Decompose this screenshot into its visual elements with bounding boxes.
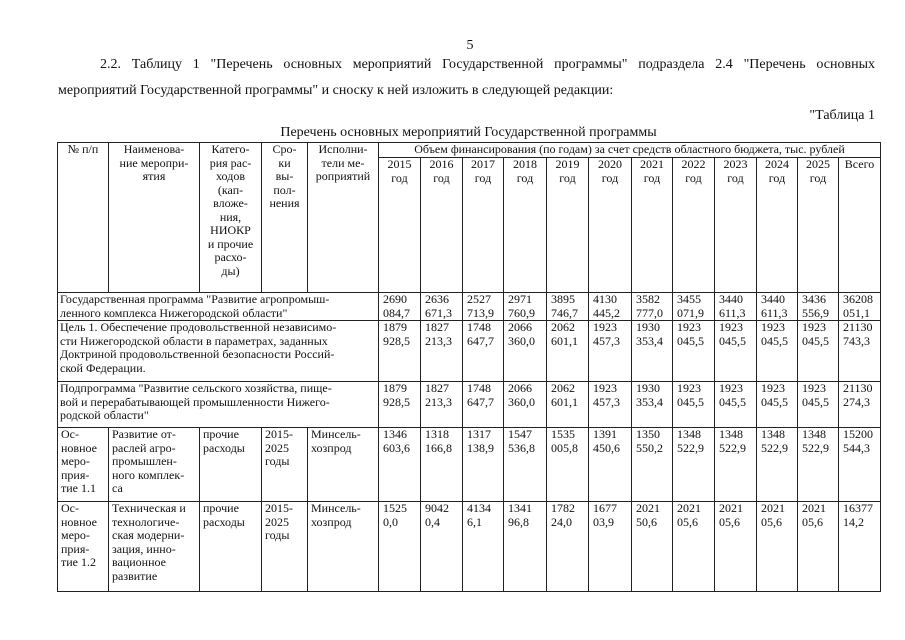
header-name: Наименова- ние меропри- ятия	[109, 143, 200, 293]
funding-year-value: 1923 045,5	[715, 321, 757, 382]
header-funding: Объем финансирования (по годам) за счет средств областного бюджета, тыс. рублей	[379, 143, 881, 158]
funding-year-value: 2527 713,9	[463, 293, 504, 321]
measure-name: Развитие от- раслей агро- промышлен- ного комплек- са	[109, 428, 200, 502]
funding-year-value: 1930 353,4	[632, 321, 673, 382]
funding-year-value: 2066 360,0	[504, 321, 547, 382]
funding-year-value: 1923 457,3	[589, 321, 632, 382]
funding-year-value: 1547 536,8	[504, 428, 547, 502]
header-total: Всего	[839, 158, 881, 293]
expense-category: прочие расходы	[200, 428, 262, 502]
funding-year-value: 1923 045,5	[757, 382, 798, 428]
funding-total-value: 36208 051,1	[839, 293, 881, 321]
funding-year-value: 2062 601,1	[547, 321, 589, 382]
executor: Минсель- хозпрод	[308, 502, 379, 592]
funding-year-value: 1677 03,9	[589, 502, 632, 592]
funding-year-value: 4134 6,1	[463, 502, 504, 592]
funding-year-value: 1748 647,7	[463, 321, 504, 382]
funding-year-value: 1525 0,0	[379, 502, 421, 592]
paragraph-line-1: 2.2. Таблицу 1 "Перечень основных мероприятий Государственной программы" подраздела 2.4 "Перечень основных	[100, 57, 875, 72]
funding-year-value: 2021 50,6	[632, 502, 673, 592]
funding-year-value: 1346 603,6	[379, 428, 421, 502]
funding-total-value: 21130 274,3	[839, 382, 881, 428]
funding-year-value: 9042 0,4	[421, 502, 463, 592]
funding-year-value: 1535 005,8	[547, 428, 589, 502]
header-period: Сро- ки вы- пол- нения	[262, 143, 308, 293]
header-year: 2021 год	[632, 158, 673, 293]
expense-category: прочие расходы	[200, 502, 262, 592]
funding-year-value: 1923 045,5	[757, 321, 798, 382]
header-year: 2016 год	[421, 158, 463, 293]
funding-year-value: 1317 138,9	[463, 428, 504, 502]
funding-year-value: 1827 213,3	[421, 382, 463, 428]
funding-year-value: 1879 928,5	[379, 382, 421, 428]
funding-year-value: 2690 084,7	[379, 293, 421, 321]
funding-year-value: 1827 213,3	[421, 321, 463, 382]
table-row-subprogram	[58, 382, 881, 428]
funding-year-value: 3895 746,7	[547, 293, 589, 321]
header-row-1	[58, 143, 881, 158]
funding-year-value: 1923 045,5	[673, 382, 715, 428]
funding-year-value: 3440 611,3	[757, 293, 798, 321]
funding-year-value: 1879 928,5	[379, 321, 421, 382]
funding-year-value: 2066 360,0	[504, 382, 547, 428]
funding-year-value: 2021 05,6	[757, 502, 798, 592]
header-year: 2023 год	[715, 158, 757, 293]
funding-year-value: 1923 045,5	[798, 321, 839, 382]
funding-year-value: 1350 550,2	[632, 428, 673, 502]
header-year: 2020 год	[589, 158, 632, 293]
funding-year-value: 2636 671,3	[421, 293, 463, 321]
funding-year-value: 1348 522,9	[715, 428, 757, 502]
header-year: 2019 год	[547, 158, 589, 293]
funding-total-value: 16377 14,2	[839, 502, 881, 592]
funding-year-value: 1930 353,4	[632, 382, 673, 428]
funding-year-value: 1341 96,8	[504, 502, 547, 592]
measure-number: Ос- новное меро- прия- тие 1.1	[58, 428, 109, 502]
funding-year-value: 1748 647,7	[463, 382, 504, 428]
funding-year-value: 1391 450,6	[589, 428, 632, 502]
header-year: 2022 год	[673, 158, 715, 293]
funding-total-value: 21130 743,3	[839, 321, 881, 382]
funding-year-value: 1923 045,5	[715, 382, 757, 428]
header-executor: Исполни- тели ме- роприятий	[308, 143, 379, 293]
header-year: 2018 год	[504, 158, 547, 293]
header-year: 2025 год	[798, 158, 839, 293]
row-label: Подпрограмма "Развитие сельского хозяйства, пище- вой и перерабатывающей промышленности Нижего- родской области"	[58, 382, 379, 428]
funding-year-value: 1923 457,3	[589, 382, 632, 428]
header-year: 2017 год	[463, 158, 504, 293]
funding-year-value: 1348 522,9	[798, 428, 839, 502]
funding-year-value: 2021 05,6	[715, 502, 757, 592]
funding-year-value: 2021 05,6	[798, 502, 839, 592]
funding-year-value: 2021 05,6	[673, 502, 715, 592]
paragraph-line-2: мероприятий Государственной программы" и сноску к ней изложить в следующей редакции:	[58, 83, 614, 98]
header-category: Катего- рия рас- ходов (кап- вложе- ния, НИОКР и прочие расхо- ды)	[200, 143, 262, 293]
table-row-goal	[58, 321, 881, 382]
funding-year-value: 1923 045,5	[673, 321, 715, 382]
funding-year-value: 3455 071,9	[673, 293, 715, 321]
header-year: 2015 год	[379, 158, 421, 293]
funding-year-value: 1782 24,0	[547, 502, 589, 592]
table-row-measure	[58, 502, 881, 592]
table-row-measure	[58, 428, 881, 502]
funding-year-value: 2062 601,1	[547, 382, 589, 428]
funding-year-value: 1318 166,8	[421, 428, 463, 502]
funding-year-value: 3436 556,9	[798, 293, 839, 321]
funding-year-value: 1348 522,9	[757, 428, 798, 502]
measure-name: Техническая и технологиче- ская модерни- зация, инно- вационное развитие	[109, 502, 200, 592]
row-label: Цель 1. Обеспечение продовольственной независимо- сти Нижегородской области в параметрах, заданных Доктриной продовольственной безопасности Россий- ской Федерации.	[58, 321, 379, 382]
page-number: 5	[466, 38, 474, 53]
funding-year-value: 3440 611,3	[715, 293, 757, 321]
measure-number: Ос- новное меро- прия- тие 1.2	[58, 502, 109, 592]
funding-year-value: 2971 760,9	[504, 293, 547, 321]
header-year: 2024 год	[757, 158, 798, 293]
measures-table	[57, 142, 881, 592]
table-row-state-program	[58, 293, 881, 321]
table-title: Перечень основных мероприятий Государственной программы	[280, 125, 657, 140]
funding-year-value: 3582 777,0	[632, 293, 673, 321]
header-number: № п/п	[58, 143, 109, 293]
table-label: "Таблица 1	[809, 108, 875, 123]
row-label: Государственная программа "Развитие агропромыш- ленного комплекса Нижегородской области"	[58, 293, 379, 321]
execution-period: 2015- 2025 годы	[262, 502, 308, 592]
funding-year-value: 4130 445,2	[589, 293, 632, 321]
execution-period: 2015- 2025 годы	[262, 428, 308, 502]
funding-total-value: 15200 544,3	[839, 428, 881, 502]
funding-year-value: 1348 522,9	[673, 428, 715, 502]
funding-year-value: 1923 045,5	[798, 382, 839, 428]
executor: Минсель- хозпрод	[308, 428, 379, 502]
